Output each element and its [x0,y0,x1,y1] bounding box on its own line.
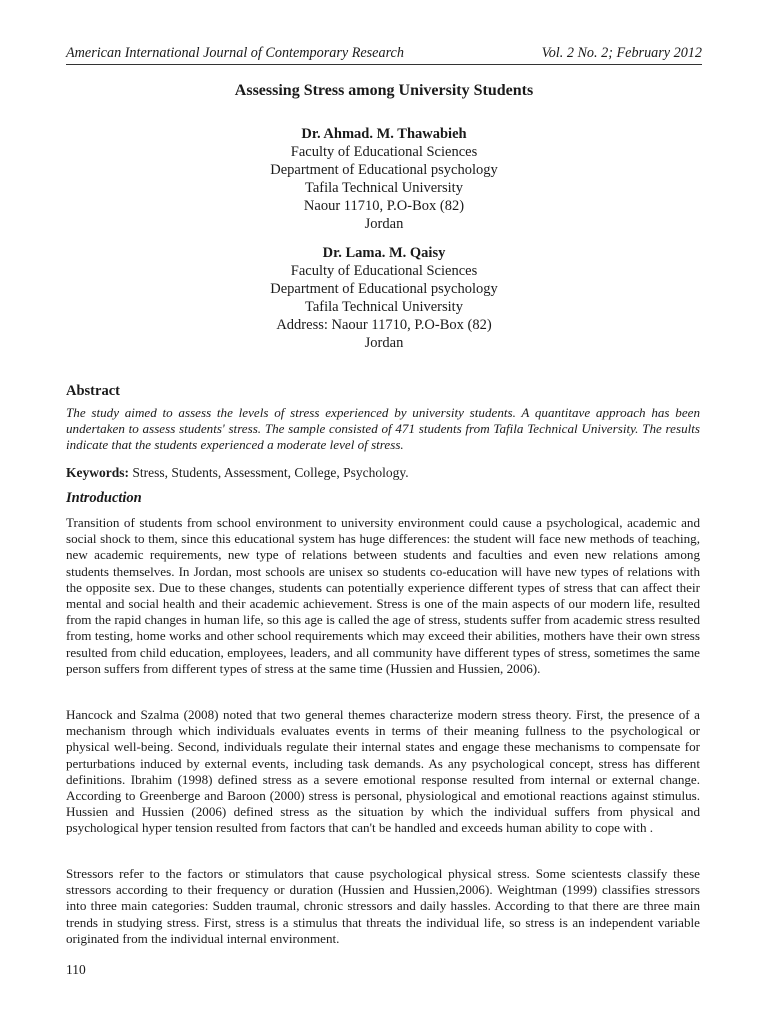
author-faculty: Faculty of Educational Sciences [290,263,478,279]
author-name: Dr. Ahmad. M. Thawabieh [301,126,467,142]
keywords-line [66,465,700,481]
intro-paragraph-2: Hancock and Szalma (2008) noted that two general themes characterize modern stress theory. First, the presence of a mechanism through which individuals evaluates events in terms of their meaning fullness to the psychological or physical well-being. Second, individuals regulate their internal states and engage these mechanisms to compensate for perturbations induced by external events, including task demands. As any psychological concept, stress has different definitions. Ibrahim (1998) defined stress as a severe emotional response resulted from internal or external change. According to Greenberge and Baroon (2000) stress is personal, physiological and emotional reactions against stimulus. Hussien and Hussien (2006) defined stress as the situation by which the individual suffers from physical and psychological hyper tension resulted from factors that can't be handled and exceeds human ability to cope with . [66,707,700,836]
introduction-heading: Introduction [66,490,142,506]
keywords-label: Keywords: [66,465,129,480]
author-block-2 [66,244,702,352]
author-address: Naour 11710, P.O-Box (82) [303,198,465,214]
author-university: Tafila Technical University [305,180,463,196]
keywords-text: Stress, Students, Assessment, College, Psychology. [129,465,409,480]
author-department: Department of Educational psychology [270,162,498,178]
author-block-1 [66,125,702,233]
author-country: Jordan [364,216,404,232]
abstract-heading: Abstract [66,383,120,399]
author-address: Address: Naour 11710, P.O-Box (82) [276,317,492,333]
author-country: Jordan [364,335,404,351]
abstract-text: The study aimed to assess the levels of stress experienced by university students. A quantitave approach has been undertaken to assess students' stress. The sample consisted of 471 students from Tafila Technical University. The results indicate that the students experienced a moderate level of stress. [66,405,700,453]
issue-info: Vol. 2 No. 2; February 2012 [541,45,702,61]
author-name: Dr. Lama. M. Qaisy [322,245,446,261]
author-faculty: Faculty of Educational Sciences [290,144,478,160]
page-number: 110 [66,962,86,977]
paper-title: Assessing Stress among University Students [234,82,534,99]
journal-name: American International Journal of Contemporary Research [66,45,404,61]
author-department: Department of Educational psychology [270,281,498,297]
author-university: Tafila Technical University [305,299,463,315]
intro-paragraph-3: Stressors refer to the factors or stimulators that cause psychological physical stress. Some scientests classify these stressors according to their frequency or duration (Hussien and Hussien,2006). Weightman (1999) classifies stressors into three main categories: Sudden traumal, chronic stressors and daily hassles. According to that there are three main trends in studying stress. First, stress is a stimulus that threats the individual life, so stress is an independent variable originated from the individual internal environment. [66,866,700,946]
intro-paragraph-1: Transition of students from school environment to university environment could cause a psychological, academic and social shock to them, since this educational system has huge differences: the student will face new methods of teaching, new academic requirements, new type of relations between students and faculties and even new relations among students themselves. In Jordan, most schools are unisex so students co-education will have new types of relations with the opposite sex. Due to these changes, students can potentially experience different types of stress that can affect their mental and social health and their academic achievement. Stress is one of the main aspects of our modern life, resulted from the rapid changes in human life, so this age is called the age of stress, students suffer from academic stress resulted from testing, home works and other school requirements which may exceed their abilities, mothers have their own stress resulted from child education, employees, leaders, and all community have different types of stress, sometimes the same person suffers from different types of stress at the same time (Hussien and Hussien, 2006). [66,515,700,676]
running-header [66,44,702,65]
